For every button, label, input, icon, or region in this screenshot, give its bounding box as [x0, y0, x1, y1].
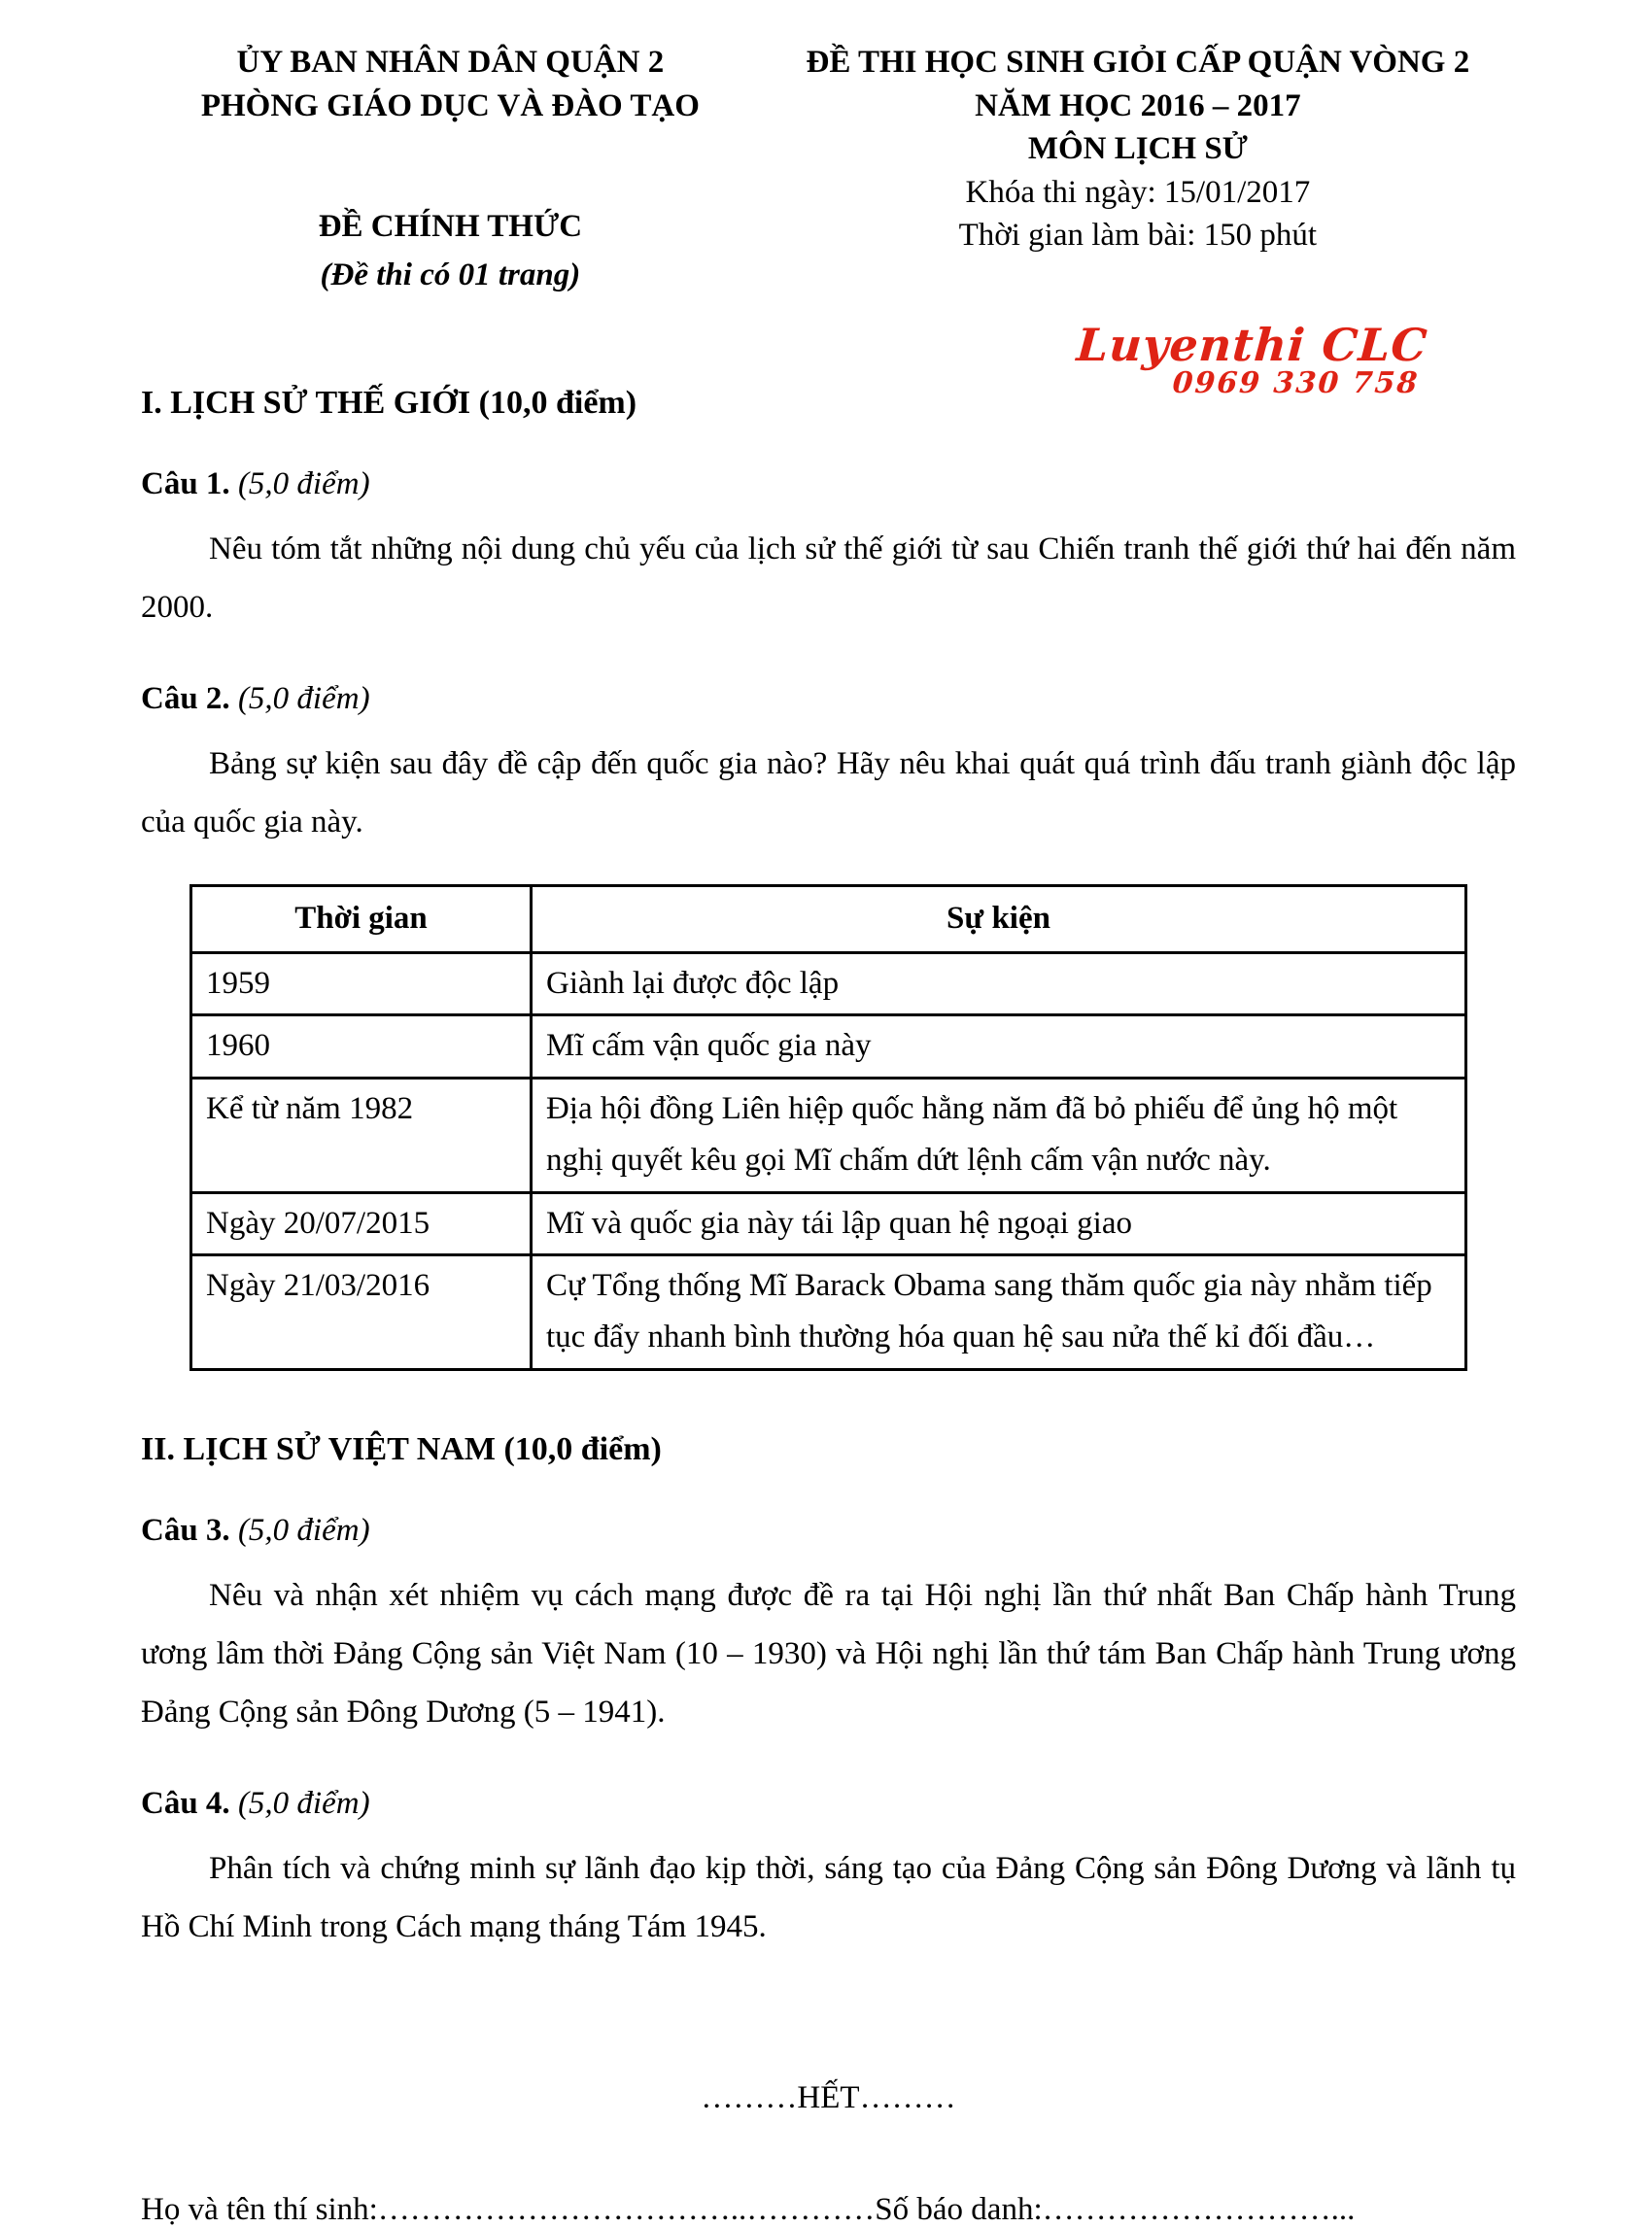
row-event: Giành lại được độc lập: [532, 952, 1466, 1014]
question-4-label: [141, 1786, 1516, 1822]
authority-line-2: PHÒNG GIÁO DỤC VÀ ĐÀO TẠO: [200, 87, 700, 123]
official-exam-title: ĐỀ CHÍNH THỨC: [318, 209, 583, 245]
table-header-row: [191, 886, 1466, 952]
question-3-points: (5,0 điểm): [237, 1512, 370, 1548]
row-time: Kể từ năm 1982: [191, 1078, 532, 1192]
authority-line-1: ỦY BAN NHÂN DÂN QUẬN 2: [236, 45, 665, 80]
subject: MÔN LỊCH SỬ: [1027, 131, 1248, 167]
question-1-number: Câu 1.: [141, 466, 230, 502]
question-4-points: (5,0 điểm): [237, 1786, 370, 1822]
row-time: 1960: [191, 1015, 532, 1078]
table-row: [191, 952, 1466, 1014]
events-table: [189, 884, 1467, 1371]
page-count-note: (Đề thi có 01 trang): [320, 257, 581, 292]
row-time: Ngày 20/07/2015: [191, 1192, 532, 1254]
exam-duration: Thời gian làm bài: 150 phút: [958, 218, 1318, 254]
question-4-text: Phân tích và chứng minh sự lãnh đạo kịp thời, sáng tạo của Đảng Cộng sản Đông Dương và lãnh tụ Hồ Chí Minh trong Cách mạng tháng Tám 1945.: [141, 1851, 1516, 1945]
question-3-number: Câu 3.: [141, 1512, 230, 1548]
row-event: Mĩ cấm vận quốc gia này: [532, 1015, 1466, 1078]
row-event: Mĩ và quốc gia này tái lập quan hệ ngoại giao: [532, 1192, 1466, 1254]
row-time: 1959: [191, 952, 532, 1014]
question-3-label: [141, 1513, 1516, 1549]
question-2-text: Bảng sự kiện sau đây đề cập đến quốc gia nào? Hãy nêu khai quát quá trình đấu tranh giành độc lập của quốc gia này.: [141, 746, 1516, 840]
table-row: [191, 1015, 1466, 1078]
section-1-heading: I. LỊCH SỬ THẾ GIỚI (10,0 điểm): [141, 385, 637, 422]
question-1-label: [141, 466, 1516, 502]
question-3-text: Nêu và nhận xét nhiệm vụ cách mạng được đề ra tại Hội nghị lần thứ nhất Ban Chấp hành Trung ương lâm thời Đảng Cộng sản Việt Nam (10 – 1930) và Hội nghị lần thứ tám Ban Chấp hành Trung ương Đảng Cộng sản Đông Dương (5 – 1941).: [141, 1577, 1516, 1730]
col-header-time: Thời gian: [191, 886, 532, 952]
section-2-heading: II. LỊCH SỬ VIỆT NAM (10,0 điểm): [141, 1430, 662, 1467]
header-right-exam-info: [760, 41, 1516, 299]
question-1-points: (5,0 điểm): [237, 466, 370, 502]
luyenthi-clc-logo: [1073, 319, 1430, 400]
col-header-event: Sự kiện: [532, 886, 1466, 952]
row-event: Địa hội đồng Liên hiệp quốc hằng năm đã bỏ phiếu để ủng hộ một nghị quyết kêu gọi Mĩ chấm dứt lệnh cấm vận nước này.: [532, 1078, 1466, 1192]
table-row: [191, 1078, 1466, 1192]
exam-title: ĐỀ THI HỌC SINH GIỎI CẤP QUẬN VÒNG 2: [806, 45, 1470, 80]
candidate-name-and-id-line: Họ và tên thí sinh:……………………………..…………Số báo danh:………………………...: [141, 2192, 1356, 2228]
school-year: NĂM HỌC 2016 – 2017: [975, 87, 1301, 123]
table-row: [191, 1192, 1466, 1254]
document-header: [141, 41, 1516, 299]
question-2-label: [141, 681, 1516, 717]
table-row: [191, 1255, 1466, 1370]
question-1-text: Nêu tóm tắt những nội dung chủ yếu của lịch sử thế giới từ sau Chiến tranh thế giới thứ hai đến năm 2000.: [141, 531, 1516, 626]
question-2-points: (5,0 điểm): [237, 681, 370, 717]
end-of-exam-mark: ………HẾT………: [701, 2080, 956, 2116]
row-time: Ngày 21/03/2016: [191, 1255, 532, 1370]
header-left-authority: [141, 41, 760, 299]
exam-date: Khóa thi ngày: 15/01/2017: [965, 174, 1311, 210]
question-2-number: Câu 2.: [141, 681, 230, 717]
row-event: Cự Tổng thống Mĩ Barack Obama sang thăm quốc gia này nhằm tiếp tục đẩy nhanh bình thường hóa quan hệ sau nửa thế kỉ đối đầu…: [532, 1255, 1466, 1370]
logo-text: Luyenthi CLC: [1075, 319, 1430, 371]
logo-phone-number: 0969 330 758: [1171, 366, 1421, 400]
question-4-number: Câu 4.: [141, 1786, 230, 1822]
official-exam-block: [141, 203, 760, 299]
